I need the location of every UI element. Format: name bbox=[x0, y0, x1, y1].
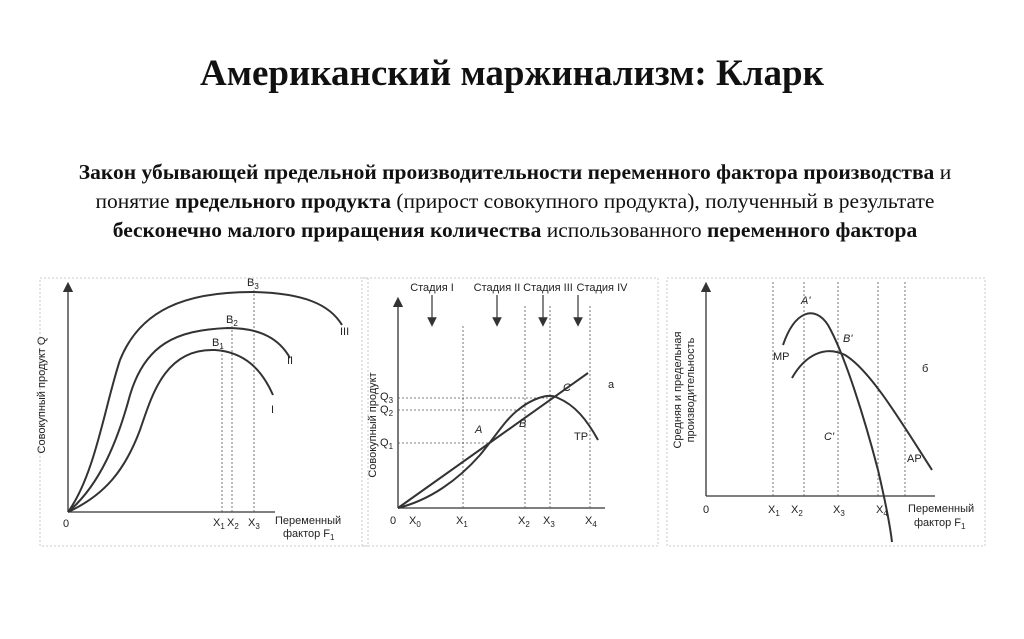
diagram1-y-label: Совокупный продукт Q bbox=[36, 336, 48, 454]
curve-label-AP: AP bbox=[907, 453, 922, 465]
diagram-average-marginal-product bbox=[667, 278, 985, 546]
ray-from-origin bbox=[398, 373, 588, 508]
subtitle-part-6: использованного bbox=[541, 218, 708, 242]
slide-title: Американский маржинализм: Кларк bbox=[200, 53, 824, 94]
diagram2-tick-x3: $X_3$ bbox=[543, 515, 555, 529]
diagram1-x-label-1: Переменный bbox=[275, 515, 342, 527]
point-C-prime: C' bbox=[824, 431, 835, 443]
diagram3-x-label-2: фактор $F_1$ bbox=[914, 517, 966, 531]
point-B-prime: B' bbox=[843, 333, 853, 345]
stage-III-label: Стадия III bbox=[523, 282, 573, 294]
subtitle-part-1: Закон убывающей предельной производительности переменного фактора производства bbox=[78, 160, 935, 184]
stage-IV-label: Стадия IV bbox=[576, 282, 628, 294]
stage-II-label: Стадия II bbox=[473, 282, 521, 294]
diagram1-origin: 0 bbox=[62, 518, 70, 530]
diagram2-tick-x1: $X_1$ bbox=[456, 515, 468, 529]
panel-label-a: а bbox=[608, 379, 615, 391]
curve-label-III: III bbox=[340, 326, 350, 338]
diagram1-x-label-2: фактор $F_1$ bbox=[283, 528, 335, 542]
stage-I-label: Стадия I bbox=[410, 282, 454, 294]
diagram-production-stages bbox=[362, 278, 658, 546]
subtitle-part-4: (прирост совокупного продукта), полученный в результате bbox=[391, 189, 935, 213]
diagram2-tick-q1: $Q_1$ bbox=[380, 437, 394, 451]
diagram3-tick-x1: $X_1$ bbox=[768, 504, 780, 518]
point-B3: $B_3$ bbox=[247, 277, 259, 291]
diagram2-y-label: Совокупный продукт bbox=[367, 372, 379, 478]
diagram1-tick-x1: $X_1$ bbox=[213, 517, 225, 531]
point-C: C bbox=[563, 382, 571, 394]
diagram1-tick-x2: $X_2$ bbox=[227, 517, 239, 531]
diagram3-y-label-1: Средняя и предельная bbox=[672, 331, 684, 449]
diagram-total-product-curves bbox=[36, 277, 368, 546]
curve-III bbox=[68, 292, 342, 512]
subtitle-part-2: и понятие bbox=[95, 160, 952, 213]
diagram1-frame bbox=[40, 278, 368, 546]
curve-label-II: II bbox=[287, 355, 294, 367]
curve-II bbox=[68, 328, 290, 512]
diagram3-tick-x4: $X_4$ bbox=[876, 504, 888, 518]
curve-label-MP: MP bbox=[773, 351, 790, 363]
point-B1: $B_1$ bbox=[212, 337, 224, 351]
diagram2-tick-q2: $Q_2$ bbox=[380, 404, 394, 418]
curve-TP bbox=[398, 396, 598, 508]
curve-label-TP: TP bbox=[574, 431, 589, 443]
point-B: B bbox=[519, 418, 527, 430]
curve-label-I: I bbox=[271, 404, 275, 416]
diagram2-tick-x0: $X_0$ bbox=[409, 515, 421, 529]
subtitle-part-3: предельного продукта bbox=[174, 189, 391, 213]
diagram3-tick-x2: $X_2$ bbox=[791, 504, 803, 518]
point-B2: $B_2$ bbox=[226, 314, 238, 328]
diagram3-y-label-2: производительность bbox=[685, 337, 697, 443]
diagram2-tick-x4: $X_4$ bbox=[585, 515, 597, 529]
diagram3-origin: 0 bbox=[702, 504, 710, 516]
diagram1-tick-x3: $X_3$ bbox=[248, 517, 260, 531]
curve-I bbox=[68, 350, 273, 512]
subtitle-part-7: переменного фактора bbox=[707, 218, 918, 242]
panel-label-b: б bbox=[922, 363, 929, 375]
point-A: A bbox=[475, 424, 483, 436]
diagram3-x-label-1: Переменный bbox=[908, 503, 975, 515]
diagram3-tick-x3: $X_3$ bbox=[833, 504, 845, 518]
subtitle-part-5: бесконечно малого приращения количества bbox=[112, 218, 542, 242]
diagram2-tick-q3: $Q_3$ bbox=[380, 391, 394, 405]
diagram2-origin: 0 bbox=[389, 515, 397, 527]
diagram2-tick-x2: $X_2$ bbox=[518, 515, 530, 529]
point-A-prime: A' bbox=[801, 295, 811, 307]
